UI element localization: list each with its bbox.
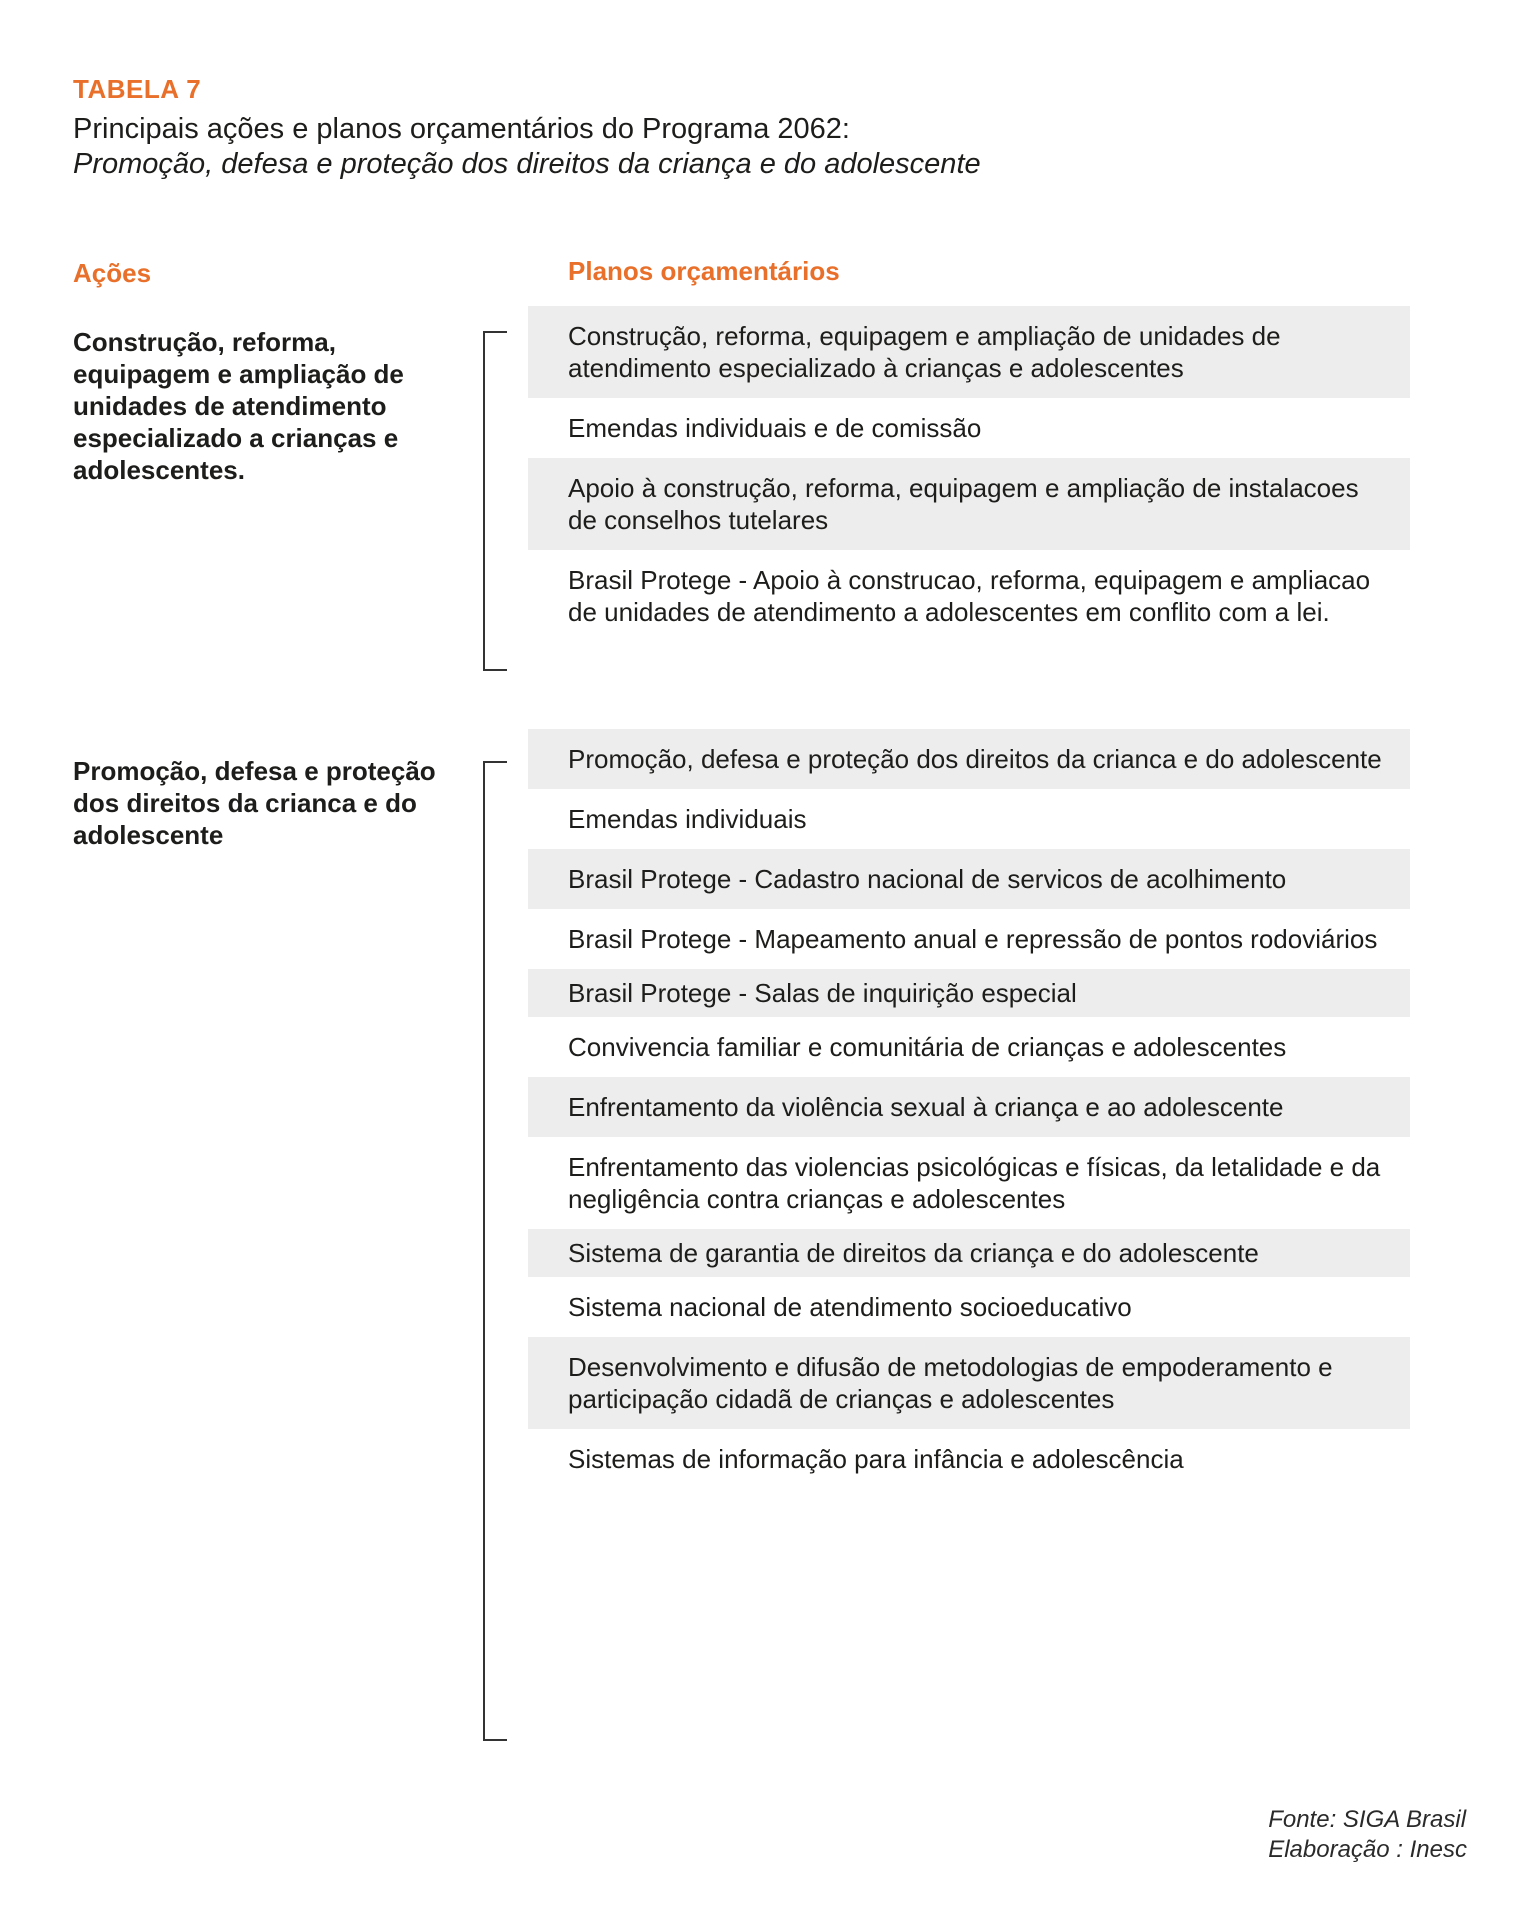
column-header-acoes: Ações: [73, 258, 152, 288]
plan-item: Apoio à construção, reforma, equipagem e ampliação de instalacoes de conselhos tutelares: [528, 458, 1410, 550]
plan-item: Brasil Protege - Salas de inquirição especial: [528, 969, 1410, 1017]
table-title: [73, 112, 981, 182]
action-2: Promoção, defesa e proteção dos direitos da crianca e do adolescente: [73, 756, 436, 850]
plan-item: Emendas individuais: [568, 804, 807, 834]
title-line-1: Principais ações e planos orçamentários do Programa 2062:: [73, 113, 850, 145]
plan-item: Sistema nacional de atendimento socioeducativo: [568, 1292, 1132, 1322]
plan-item: Promoção, defesa e proteção dos direitos da crianca e do adolescente: [528, 729, 1410, 789]
plan-item: Sistemas de informação para infância e adolescência: [568, 1444, 1184, 1474]
plan-item: Brasil Protege - Mapeamento anual e repressão de pontos rodoviários: [568, 924, 1378, 954]
table-label: TABELA 7: [73, 74, 202, 104]
group-2-plans: [528, 729, 1410, 1489]
plan-item: Enfrentamento das violencias psicológicas e físicas, da letalidade e da negligência contra crianças e adolescentes: [568, 1152, 1381, 1214]
plan-item: Convivencia familiar e comunitária de crianças e adolescentes: [568, 1032, 1287, 1062]
plan-item: Desenvolvimento e difusão de metodologias de empoderamento e participação cidadã de crianças e adolescentes: [528, 1337, 1410, 1429]
plan-item: Brasil Protege - Cadastro nacional de servicos de acolhimento: [528, 849, 1410, 909]
group-2-bracket: [483, 761, 507, 1741]
plan-item: Construção, reforma, equipagem e ampliação de unidades de atendimento especializado à crianças e adolescentes: [528, 306, 1410, 398]
plan-item: Sistema de garantia de direitos da criança e do adolescente: [528, 1229, 1410, 1277]
title-line-2: Promoção, defesa e proteção dos direitos da criança e do adolescente: [73, 148, 981, 180]
plan-item: Enfrentamento da violência sexual à criança e ao adolescente: [528, 1077, 1410, 1137]
column-header-planos: Planos orçamentários: [568, 256, 840, 286]
plan-item: Emendas individuais e de comissão: [568, 413, 982, 443]
group-1-bracket: [483, 331, 507, 671]
source-line-1: Fonte: SIGA Brasil: [1268, 1806, 1467, 1833]
source-line-2: Elaboração : Inesc: [1268, 1836, 1467, 1863]
source-note: [1268, 1805, 1467, 1865]
action-1: Construção, reforma, equipagem e ampliação de unidades de atendimento especializado a crianças e adolescentes.: [73, 327, 404, 485]
group-1-plans: [528, 306, 1410, 642]
plan-item: Brasil Protege - Apoio à construcao, reforma, equipagem e ampliacao de unidades de atendimento a adolescentes em conflito com a lei.: [568, 565, 1371, 627]
